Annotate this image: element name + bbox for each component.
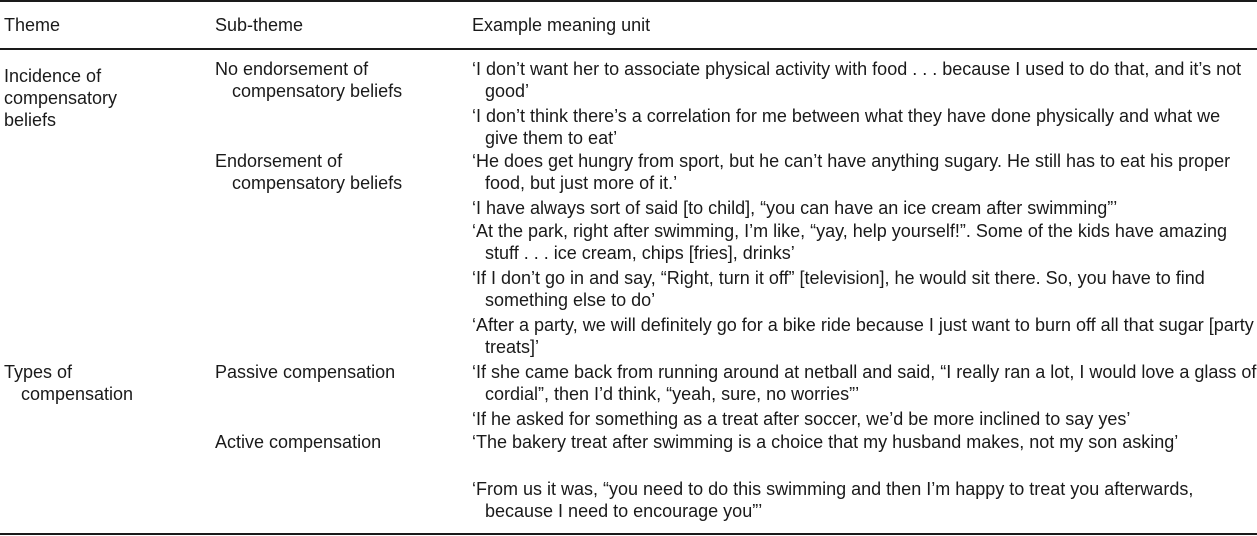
subtheme-line: compensatory beliefs (232, 173, 403, 193)
theme-line: Types of (4, 362, 73, 382)
theme-line: compensation (21, 384, 134, 404)
table-bottom-rule (0, 533, 1257, 535)
subtheme-no-endorsement (215, 58, 465, 102)
subtheme-active (215, 431, 465, 453)
example-unit: ‘After a party, we will definitely go for a bike ride because I just want to burn off all that sugar [party treats]’ (472, 315, 1254, 357)
theme-line: beliefs (4, 110, 57, 130)
theme-line: compensatory (4, 88, 118, 108)
theme-types (4, 361, 204, 405)
subtheme-line: Endorsement of (215, 151, 343, 171)
subtheme-line: compensatory beliefs (232, 81, 403, 101)
table-top-rule (0, 0, 1257, 2)
header-theme: Theme (4, 15, 61, 35)
theme-line: Incidence of (4, 66, 102, 86)
example-unit: ‘I don’t think there’s a correlation for me between what they have done physically and what we give them to eat’ (472, 106, 1221, 148)
subtheme-line: Active compensation (215, 432, 382, 452)
example-unit: ‘The bakery treat after swimming is a choice that my husband makes, not my son asking’ (472, 432, 1179, 452)
example-unit: ‘At the park, right after swimming, I’m like, “yay, help yourself!”. Some of the kids have amazing stuff . . . ice cream, chips [fries], drinks’ (472, 221, 1227, 263)
subtheme-passive (215, 361, 465, 383)
subtheme-line: No endorsement of (215, 59, 369, 79)
example-unit: ‘He does get hungry from sport, but he can’t have anything sugary. He still has to eat his proper food, but just more of it.’ (472, 151, 1231, 193)
subtheme-line: Passive compensation (215, 362, 396, 382)
example-unit: ‘I have always sort of said [to child], “you can have an ice cream after swimming”’ (472, 198, 1118, 218)
example-unit: ‘From us it was, “you need to do this swimming and then I’m happy to treat you afterwards, because I need to encourage you”’ (472, 479, 1194, 521)
example-unit: ‘If she came back from running around at netball and said, “I really ran a lot, I would love a glass of cordial”, then I’d think, “yeah, sure, no worries”’ (472, 362, 1257, 404)
header-sub-theme: Sub-theme (215, 15, 304, 35)
header-example: Example meaning unit (472, 15, 651, 35)
theme-incidence (4, 65, 204, 131)
example-unit: ‘I don’t want her to associate physical activity with food . . . because I used to do that, and it’s not good’ (472, 59, 1242, 101)
table-header-rule (0, 48, 1257, 50)
example-unit: ‘If I don’t go in and say, “Right, turn it off” [television], he would sit there. So, you have to find something else to do’ (472, 268, 1205, 310)
subtheme-endorsement (215, 150, 465, 194)
example-unit: ‘If he asked for something as a treat after soccer, we’d be more inclined to say yes’ (472, 409, 1131, 429)
